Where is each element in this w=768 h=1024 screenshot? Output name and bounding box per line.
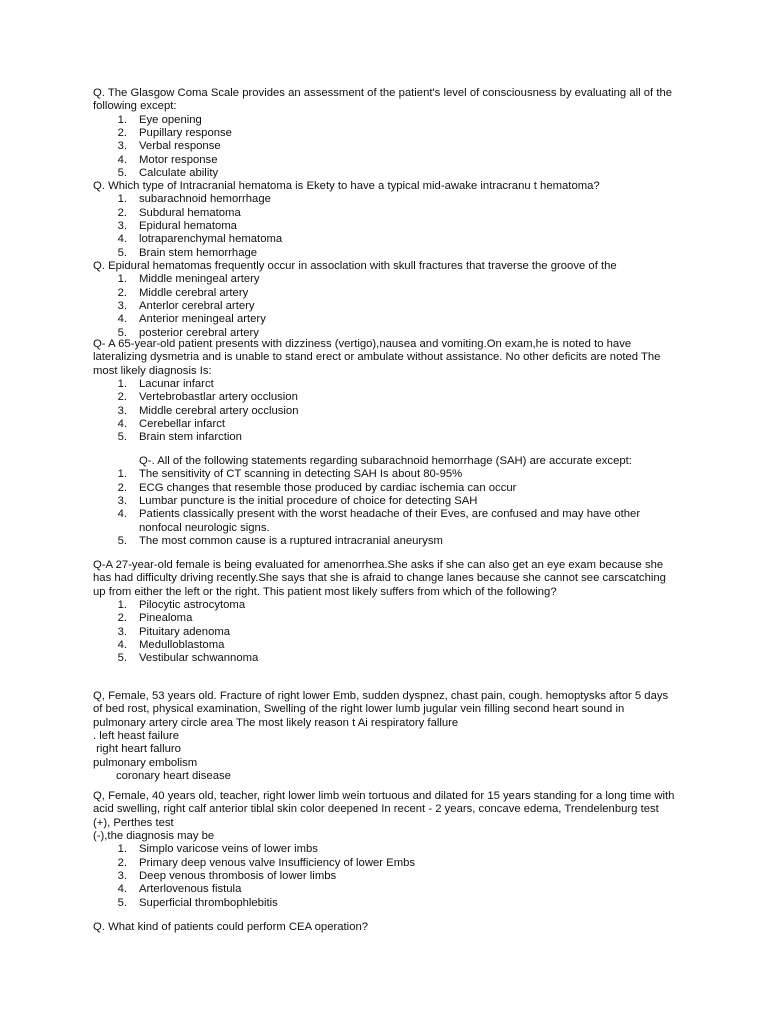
option-item: 1. Lacunar infarct: [117, 378, 214, 391]
option-item: 2. Pupillary response: [117, 127, 232, 140]
question-4: [93, 338, 678, 445]
options-list: [93, 114, 678, 181]
question-text: Q- A 65-year-old patient presents with dizziness (vertigo),nausea and vomiting.On exam,he is noted to have lateralizing dysmetria and is unable to stand erect or ambulate without assistance. No other deficits are noted The most likely diagnosis Is:: [93, 338, 661, 377]
question-1: [93, 87, 678, 180]
option-item: 4. lotraparenchymal hematoma: [117, 233, 283, 246]
option-item: 4. Patients classically present with the worst headache of their Eves, are confused and may have other nonfocal neurologic signs.: [117, 508, 641, 534]
option-item: 2. Pinealoma: [117, 612, 193, 625]
option-item: 3. Lumbar puncture is the initial procedure of choice for detecting SAH: [117, 495, 478, 508]
option-item: 4. Arterlovenous fistula: [117, 883, 242, 896]
option-item: 4. Anterior meningeal artery: [117, 313, 266, 326]
options-list: [93, 378, 678, 445]
option-item: 5. posterior cerebral artery: [117, 326, 259, 339]
option-item: 3. Epidural hematoma: [117, 220, 237, 233]
option-item: 4. Medulloblastoma: [117, 639, 225, 652]
answer-line: right heart falluro: [93, 743, 181, 756]
answer-line: coronary heart disease: [116, 770, 231, 783]
option-item: 1. subarachnoid hemorrhage: [117, 193, 271, 206]
option-item: 3. Pituitary adenoma: [117, 625, 231, 638]
question-text: Q. Which type of Intracranial hematoma is Ekety to have a typical mid-awake intracranu t hematoma?: [93, 180, 600, 192]
option-item: 3. Middle cerebral artery occlusion: [117, 404, 299, 417]
option-item: 3. Anterlor cerebral artery: [117, 300, 255, 313]
question-3: [93, 260, 678, 340]
question-text: Q. What kind of patients could perform CEA operation?: [93, 921, 369, 933]
answer-line: . left heast failure: [93, 730, 180, 743]
option-item: 1. Pilocytic astrocytoma: [117, 599, 246, 612]
option-item: 5. Superficial thrombophlebitis: [117, 896, 278, 909]
options-list: [93, 599, 678, 666]
option-item: 5. The most common cause is a ruptured intracranial aneurysm: [117, 535, 443, 548]
options-list: [93, 193, 678, 260]
option-item: 5. Brain stem infarction: [117, 431, 242, 444]
question-text-continued: (-),the diagnosis may be: [93, 830, 215, 843]
options-list: [93, 843, 678, 910]
option-item: 5. Brain stem hemorrhage: [117, 246, 258, 259]
options-list: [93, 468, 678, 548]
options-list: [93, 273, 678, 340]
option-item: 1. Simplo varicose veins of lower imbs: [117, 843, 318, 856]
option-item: 2. Vertebrobastlar artery occlusion: [117, 391, 298, 404]
question-2: [93, 180, 678, 260]
option-item: 1. The sensitivity of CT scanning in detecting SAH Is about 80-95%: [117, 468, 463, 481]
question-8: [93, 790, 678, 910]
option-item: 5. Calculate ability: [117, 167, 219, 180]
option-item: 1. Middle meningeal artery: [117, 273, 260, 286]
question-text: Q. Epidural hematomas frequently occur in assoclation with skull fractures that traverse the groove of the: [93, 260, 617, 272]
question-6: [93, 559, 678, 666]
question-text: Q-A 27-year-old female is being evaluated for amenorrhea.She asks if she can also get an eye exam because she has had difficulty driving recently.She says that she is afraid to change lanes because she cannot see carscatching up from either the left or the right. This patient most likely suffers from which of the following?: [93, 559, 666, 598]
answer-line: pulmonary embolism: [93, 756, 198, 769]
option-item: 2. Middle cerebral artery: [117, 286, 249, 299]
option-item: 1. Eye opening: [117, 113, 202, 126]
option-item: 3. Deep venous thrombosis of lower limbs: [117, 870, 337, 883]
option-item: 4. Motor response: [117, 153, 218, 166]
option-item: 4. Cerebellar infarct: [117, 418, 226, 431]
question-9: [93, 921, 678, 934]
option-item: 5. Vestibular schwannoma: [117, 652, 259, 665]
option-item: 3. Verbal response: [117, 140, 221, 153]
question-text: Q, Female, 40 years old, teacher, right lower limb wein tortuous and dilated for 15 years standing for a long time with acid swelling, right calf anterior tiblal skin color deepened In recent - 2 years, concave edema, Trendelenburg test (+), Perthes test: [93, 790, 675, 829]
option-item: 2. Primary deep venous valve Insufficiency of lower Embs: [117, 856, 416, 869]
question-5: [93, 455, 678, 548]
option-item: 2. ECG changes that resemble those produced by cardiac ischemia can occur: [117, 481, 517, 494]
question-7: [93, 690, 678, 783]
option-item: 2. Subdural hematoma: [117, 206, 241, 219]
question-text: Q. The Glasgow Coma Scale provides an assessment of the patient's level of consciousness by evaluating all of the following except:: [93, 87, 673, 113]
question-text: Q-. All of the following statements regarding subarachnoid hemorrhage (SAH) are accurate except:: [139, 455, 632, 467]
question-text: Q, Female, 53 years old. Fracture of right lower Emb, sudden dyspnez, chast pain, cough. hemoptysks aftor 5 days of bed rost, physical examination, Swelling of the right lower lumb jugular vein filling second heart sound in pulmonary artery circle area The most likely reason t Ai respiratory fallure: [93, 690, 669, 729]
